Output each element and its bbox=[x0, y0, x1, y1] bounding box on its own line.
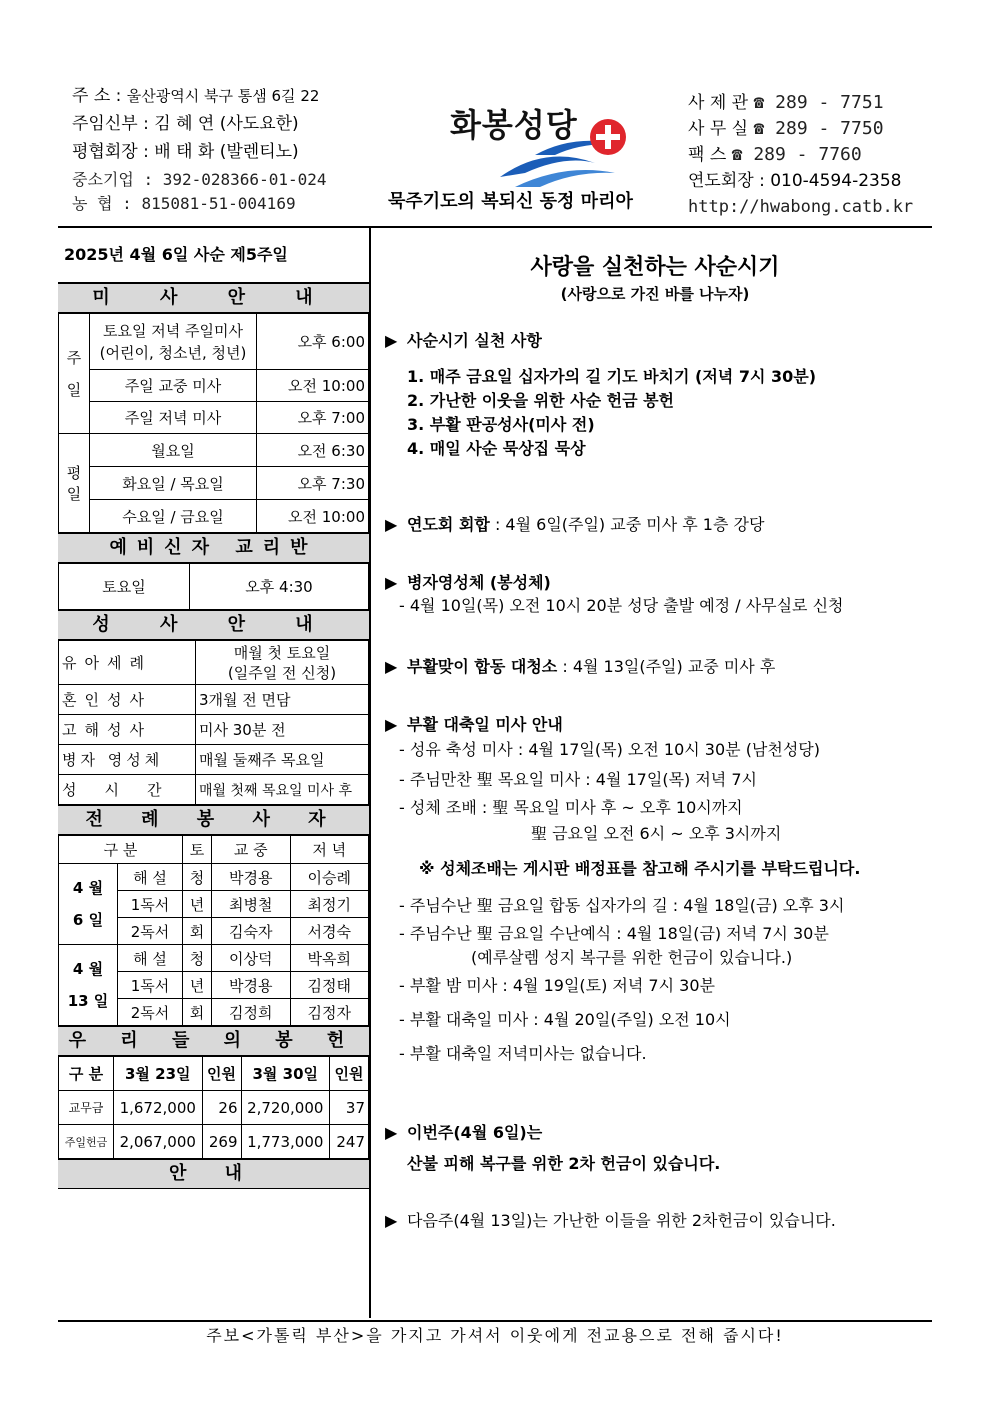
arrow-icon: ▶ bbox=[385, 657, 398, 676]
lent-item: 4. 매일 사순 묵상집 묵상 bbox=[407, 439, 586, 458]
contact-office: 사 무 실 ☎ 289 - 7750 bbox=[688, 118, 884, 139]
mass-name: 월요일 bbox=[90, 434, 257, 467]
server-date: 4 월 13 일 bbox=[59, 945, 118, 1026]
server-person: 최병철 bbox=[212, 891, 291, 918]
website-link[interactable]: http://hwabong.catb.kr bbox=[688, 197, 914, 217]
server-group: 회 bbox=[183, 999, 212, 1026]
mass-time: 오전 10:00 bbox=[257, 500, 369, 533]
server-role: 2독서 bbox=[118, 999, 183, 1026]
server-person: 서경숙 bbox=[290, 918, 369, 945]
lent-title: 사랑을 실천하는 사순시기 bbox=[530, 255, 780, 280]
mass-name: 토요일 저녁 주일미사 (어린이, 청소년, 청년) bbox=[90, 314, 257, 370]
mass-time: 오후 7:30 bbox=[257, 467, 369, 500]
offering-table bbox=[58, 1056, 369, 1159]
server-person: 박옥희 bbox=[290, 945, 369, 972]
sick-communion-section: ▶ 병자영성체 (봉성체) - 4월 10일(목) 오전 10시 20분 성당 출발 예정 / 사무실로 신청 bbox=[385, 570, 930, 619]
server-person: 박경용 bbox=[212, 864, 291, 891]
easter-note: ※ 성체조배는 게시판 배정표를 참고해 주시기를 부탁드립니다. bbox=[419, 859, 861, 878]
offering-count: 247 bbox=[330, 1125, 369, 1159]
lent-subtitle: (사랑으로 가진 바를 나누자) bbox=[560, 285, 750, 303]
server-group: 청 bbox=[183, 864, 212, 891]
footer-message: 주보<가톨릭 부산>을 가지고 가셔서 이웃에게 전교용으로 전해 줍시다! bbox=[206, 1326, 784, 1345]
sacrament-desc: 매월 첫 토요일 (일주일 전 신청) bbox=[196, 641, 369, 685]
sacrament-name: 성시간 bbox=[59, 775, 196, 805]
mass-name: 주일 저녁 미사 bbox=[90, 402, 257, 434]
meeting-section: ▶ 연도회 회합 : 4월 6일(주일) 교중 미사 후 1층 강당 bbox=[385, 515, 765, 534]
easter-line: - 부활 대축일 저녁미사는 없습니다. bbox=[399, 1044, 647, 1063]
arrow-icon: ▶ bbox=[385, 1211, 398, 1230]
server-person: 박경용 bbox=[212, 972, 291, 999]
server-role: 해 설 bbox=[118, 864, 183, 891]
address-line: 주 소 : 울산광역시 북구 통샘 6길 22 bbox=[72, 86, 320, 106]
server-group: 년 bbox=[183, 891, 212, 918]
sacrament-title: 성 사 안 내 bbox=[58, 610, 369, 640]
server-header: 구 분 bbox=[59, 836, 183, 864]
lent-item: 1. 매주 금요일 십자가의 길 기도 바치기 (저녁 7시 30분) bbox=[407, 367, 817, 386]
mass-name: 화요일 / 목요일 bbox=[90, 467, 257, 500]
council-line: 평협회장 : 배 태 화 (발렌티노) bbox=[72, 142, 299, 162]
catechumen-day: 토요일 bbox=[59, 564, 190, 610]
sacrament-desc: 매월 첫째 목요일 미사 후 bbox=[196, 775, 369, 805]
easter-collection-note: (예루살렘 성지 복구를 위한 헌금이 있습니다.) bbox=[471, 948, 793, 967]
contact-youth: 연도회장 : 010-4594-2358 bbox=[688, 171, 902, 191]
arrow-icon: ▶ bbox=[385, 1123, 398, 1142]
server-title: 전 례 봉 사 자 bbox=[58, 805, 369, 835]
sacrament-name: 고해성사 bbox=[59, 715, 196, 745]
server-person: 김정자 bbox=[290, 999, 369, 1026]
server-person: 이상덕 bbox=[212, 945, 291, 972]
server-person: 김숙자 bbox=[212, 918, 291, 945]
offering-header: 인원 bbox=[202, 1057, 241, 1091]
lent-practice-section: ▶ 사순시기 실천 사항 1. 매주 금요일 십자가의 길 기도 바치기 (저녁 7시 30분) 2. 가난한 이웃을 위한 사순 헌금 봉헌 3. 부활 판공성사(미사 전) 4. 매일 사순 묵상집 묵상 bbox=[385, 328, 930, 461]
offering-amount: 1,672,000 bbox=[114, 1091, 203, 1125]
next-week-section: ▶ 다음주(4월 13일)는 가난한 이들을 위한 2차헌금이 있습니다. bbox=[385, 1211, 836, 1230]
bulletin-date: 2025년 4월 6일 사순 제5주일 bbox=[58, 228, 369, 283]
this-week-section: ▶ 이번주(4월 6일)는 산불 피해 복구를 위한 2차 헌금이 있습니다. bbox=[385, 1120, 930, 1174]
this-week-detail: 산불 피해 복구를 위한 2차 헌금이 있습니다. bbox=[407, 1154, 721, 1173]
easter-line: - 성유 축성 미사 : 4월 17일(목) 오전 10시 30분 (남천성당) bbox=[399, 740, 821, 759]
easter-line: - 부활 밤 미사 : 4월 19일(토) 저녁 7시 30분 bbox=[399, 976, 715, 995]
mass-schedule-title: 미 사 안 내 bbox=[58, 283, 369, 313]
mass-time: 오후 7:00 bbox=[257, 402, 369, 434]
bank-account-1: 중소기업 : 392-028366-01-024 bbox=[72, 170, 327, 189]
easter-line: - 부활 대축일 미사 : 4월 20일(주일) 오전 10시 bbox=[399, 1010, 731, 1029]
pastor-line: 주임신부 : 김 혜 연 (사도요한) bbox=[72, 114, 299, 134]
offering-header: 3월 23일 bbox=[114, 1057, 203, 1091]
offering-amount: 2,720,000 bbox=[241, 1091, 330, 1125]
catechumen-title: 예비신자 교리반 bbox=[58, 533, 369, 563]
mass-schedule-table bbox=[58, 313, 369, 533]
offering-header: 3월 30일 bbox=[241, 1057, 330, 1091]
arrow-icon: ▶ bbox=[385, 715, 398, 734]
arrow-icon: ▶ bbox=[385, 573, 398, 592]
mass-name: 수요일 / 금요일 bbox=[90, 500, 257, 533]
sacrament-table bbox=[58, 640, 369, 805]
bank-account-2: 농 협 : 815081-51-004169 bbox=[72, 194, 296, 213]
server-role: 1독서 bbox=[118, 972, 183, 999]
catechumen-table bbox=[58, 563, 369, 610]
contact-info bbox=[688, 90, 913, 220]
server-header: 교 중 bbox=[212, 836, 291, 864]
server-header: 저 녁 bbox=[290, 836, 369, 864]
contact-fax: 팩 스 ☎ 289 - 7760 bbox=[688, 144, 862, 165]
offering-header: 인원 bbox=[330, 1057, 369, 1091]
server-date: 4 월 6 일 bbox=[59, 864, 118, 945]
offering-count: 269 bbox=[202, 1125, 241, 1159]
server-group: 회 bbox=[183, 918, 212, 945]
church-name: 화봉성당 bbox=[450, 106, 578, 144]
sidebar bbox=[58, 228, 369, 1189]
contact-rectory: 사 제 관 ☎ 289 - 7751 bbox=[688, 92, 884, 113]
offering-amount: 2,067,000 bbox=[114, 1125, 203, 1159]
main-content bbox=[385, 240, 925, 1230]
server-role: 1독서 bbox=[118, 891, 183, 918]
server-group: 청 bbox=[183, 945, 212, 972]
mass-time: 오전 10:00 bbox=[257, 370, 369, 402]
mass-time: 오전 6:30 bbox=[257, 434, 369, 467]
arrow-icon: ▶ bbox=[385, 515, 398, 534]
sacrament-name: 유아세례 bbox=[59, 641, 196, 685]
server-role: 2독서 bbox=[118, 918, 183, 945]
server-person: 최정기 bbox=[290, 891, 369, 918]
server-header: 토 bbox=[183, 836, 212, 864]
offering-type: 주일헌금 bbox=[59, 1125, 114, 1159]
server-role: 해 설 bbox=[118, 945, 183, 972]
offering-amount: 1,773,000 bbox=[241, 1125, 330, 1159]
sacrament-name: 병자 영성체 bbox=[59, 745, 196, 775]
sacrament-desc: 매월 둘째주 목요일 bbox=[196, 745, 369, 775]
offering-header: 구 분 bbox=[59, 1057, 114, 1091]
catechumen-time: 오후 4:30 bbox=[190, 564, 369, 610]
cleaning-section: ▶ 부활맞이 합동 대청소 : 4월 13일(주일) 교중 미사 후 bbox=[385, 657, 776, 676]
easter-adoration-friday: 聖 금요일 오전 6시 ~ 오후 3시까지 bbox=[531, 824, 782, 843]
sacrament-name: 혼인성사 bbox=[59, 685, 196, 715]
server-table bbox=[58, 835, 369, 1026]
lent-item: 3. 부활 판공성사(미사 전) bbox=[407, 415, 595, 434]
sacrament-desc: 미사 30분 전 bbox=[196, 715, 369, 745]
offering-count: 37 bbox=[330, 1091, 369, 1125]
server-person: 김정희 bbox=[212, 999, 291, 1026]
mass-name: 주일 교중 미사 bbox=[90, 370, 257, 402]
offering-count: 26 bbox=[202, 1091, 241, 1125]
header-info bbox=[72, 82, 327, 214]
easter-line: - 성체 조배 : 聖 목요일 미사 후 ~ 오후 10시까지 bbox=[399, 798, 743, 817]
server-group: 년 bbox=[183, 972, 212, 999]
offering-type: 교무금 bbox=[59, 1091, 114, 1125]
arrow-icon: ▶ bbox=[385, 331, 398, 350]
server-person: 이승례 bbox=[290, 864, 369, 891]
sacrament-desc: 3개월 전 면담 bbox=[196, 685, 369, 715]
church-logo-icon bbox=[495, 115, 645, 190]
easter-line: - 주님만찬 聖 목요일 미사 : 4월 17일(목) 저녁 7시 bbox=[399, 770, 757, 789]
easter-line: - 주님수난 聖 금요일 합동 십자가의 길 : 4월 18일(금) 오후 3시 bbox=[399, 896, 845, 915]
column-divider bbox=[369, 226, 371, 1318]
easter-section: ▶ 부활 대축일 미사 안내 - 성유 축성 미사 : 4월 17일(목) 오전 10시 30분 (남천성당) - 주님만찬 聖 목요일 미사 : 4월 17일(목) 저녁 7시 - 성체 조배 : 聖 목요일 미사 후 ~ 오후 10시까지 聖 금요일 오전 6시 ~ 오후 3시까지 ※ 성체조배는 게시판 배정표를 참고해 주시기를 부탁드립니다. - 주님수난 聖 금요일 합동 십자가의 길 : 4월 18일(금) 오후 3시 - 주님수난 聖 금요일 수난예식 : 4월 18일(금) 저녁 7시 30분 (예루살렘 성지 복구를 위한 헌금이 있습니다.) - 부활 밤 미사 : 4월 19일(토) 저녁 7시 30분 - 부활 대축일 미사 : 4월 20일(주일) 오전 10시 - 부활 대축일 저녁미사는 없습니다. bbox=[385, 712, 930, 1071]
sick-detail: - 4월 10일(목) 오전 10시 20분 성당 출발 예정 / 사무실로 신청 bbox=[399, 596, 844, 615]
sunday-label: 주일 bbox=[59, 314, 90, 434]
patron-name: 묵주기도의 복되신 동정 마리아 bbox=[388, 191, 633, 212]
notice-title: 안 내 bbox=[58, 1159, 369, 1189]
easter-line: - 주님수난 聖 금요일 수난예식 : 4월 18일(금) 저녁 7시 30분 bbox=[399, 924, 829, 943]
lent-item: 2. 가난한 이웃을 위한 사순 헌금 봉헌 bbox=[407, 391, 675, 410]
offering-title: 우 리 들 의 봉 헌 bbox=[58, 1026, 369, 1056]
server-person: 김정태 bbox=[290, 972, 369, 999]
mass-time: 오후 6:00 bbox=[257, 314, 369, 370]
weekday-label: 평일 bbox=[59, 434, 90, 533]
